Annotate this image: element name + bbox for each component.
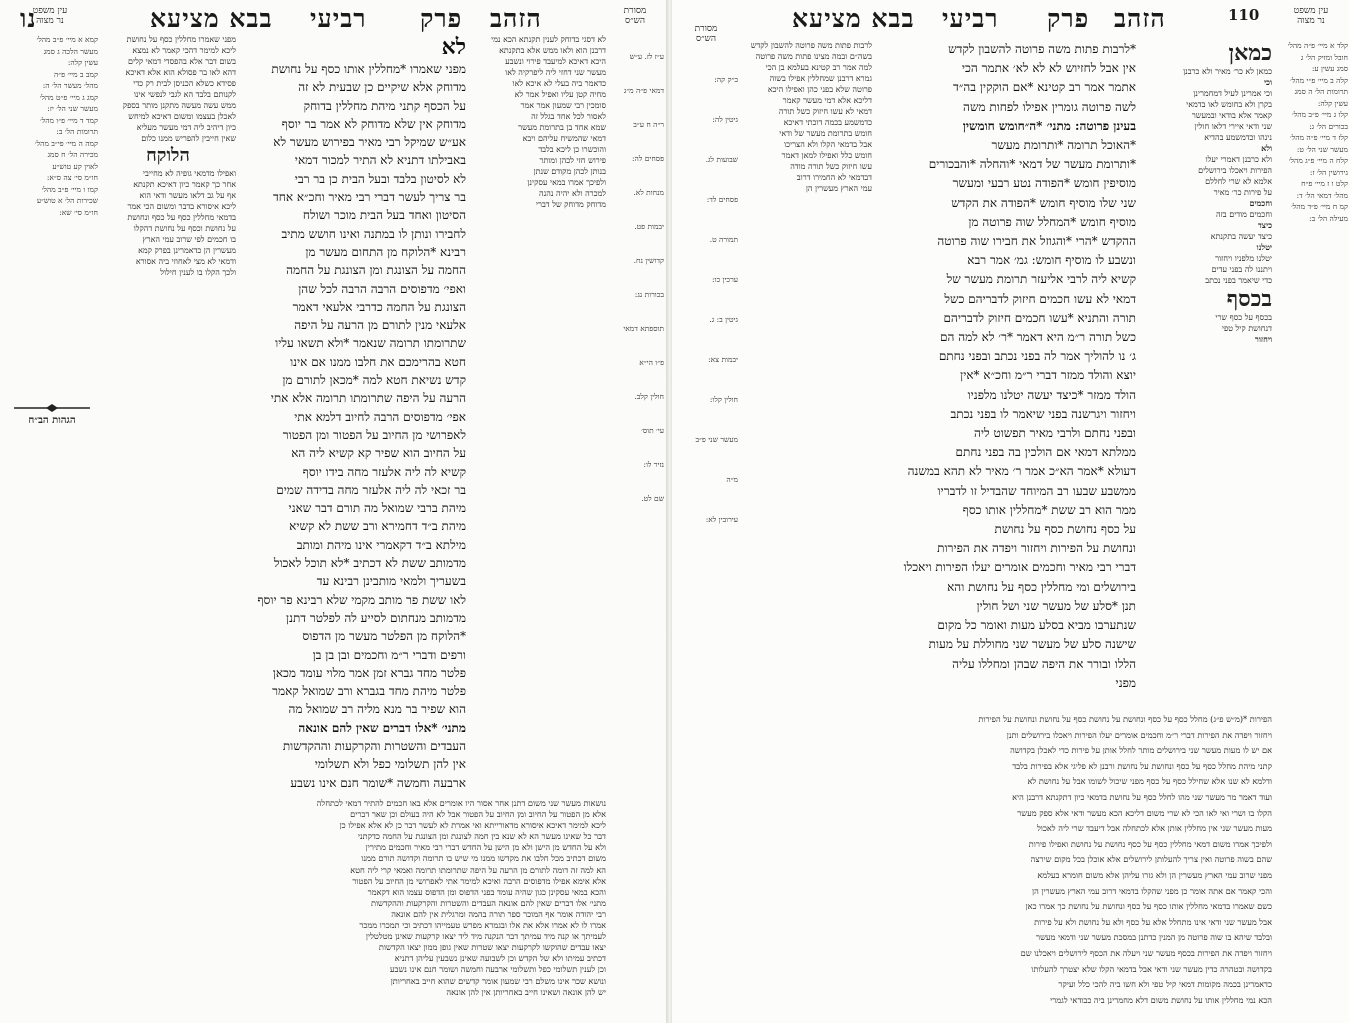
gemara-line: ורפים ודברי ר״מ וחכמים ובן בן בן: [312, 647, 466, 662]
margin-note: שכירות הל׳ א טוש״ע: [36, 196, 98, 205]
gemara-line: על כסף נחושת כסף על נחושת: [994, 522, 1136, 537]
chapter-number: רביעי: [942, 4, 999, 33]
margin-note: בכורים הל׳ ג:: [1309, 121, 1348, 131]
halakha-heading: הלוקח: [146, 145, 190, 166]
rashi-line: ויתננו לה בפני עדים: [1211, 265, 1272, 274]
bottom-line: אלא אימא אפילו מדפוסים הרבה ואיכא למימר אתי לאפרושי מן החיוב על הפטור: [352, 875, 606, 886]
margin-note: סמג עשין ע:: [1311, 64, 1348, 73]
gemara-column: [874, 40, 1136, 710]
gemara-line: מפני שאמרו *מחללין אותו כסף על נחושת: [271, 62, 466, 76]
masoret-column: [674, 60, 738, 660]
gemara-line: דמאי לא עשו חכמים חיזוק לדבריהם כשל: [944, 291, 1136, 306]
rashi-line: הפירות ויאכלו בירושלים: [1198, 166, 1272, 175]
gemara-line: לא לסיטון בלבד ובעל הבית כן בר רבי: [294, 171, 466, 186]
margin-note: עשין קלה:: [1317, 98, 1348, 108]
rashi-line: קאמר אלא בודאי ובמעשר: [1191, 111, 1272, 120]
bottom-line: ולפיכך אמרו משום דמאי מחללין כסף על כסף נחושת על נחושת ואפילו פירות: [1028, 838, 1272, 849]
margin-ref: פסחים לה:: [631, 154, 664, 163]
bottom-line: וכן לענין תשלומי כפל ותשלומי ארבעה וחמשה ושומר חנם אינו נשבע: [389, 964, 606, 975]
tosafot-line: ממש עשה מעשה מתקנן מותר בספק: [122, 101, 236, 110]
tosafot-line: דבדמאי לא החמירו דרוב: [796, 173, 872, 182]
gemara-line: לשה פרוטה גומרין אפילו לפחות משה: [963, 99, 1136, 114]
mishna-line: בעינן פרוטה: מתני׳ *ה״חומש חומשין: [962, 118, 1136, 133]
bottom-line: הא למה זה דומה לתורם מן הרעה על היפה שתרומתו תרומה ואמאי קרי ליה חטא: [350, 864, 606, 875]
margin-ref: נזיר לו:: [643, 460, 664, 469]
rashi-line: בכסף על כסף שרי: [1215, 313, 1272, 322]
tosafot-line: חומש כלל ואפילו למאן דאמר: [781, 151, 872, 160]
gemara-line: *ותרומת מעשר של דמאי *והחלה *והבכורים: [928, 157, 1136, 172]
gemara-line: [236, 792, 466, 794]
tosafot-line: מעשרין הן כדאמרינן בפרק קמא: [138, 246, 236, 255]
margin-note: קמג ג מיי׳ פ״ט מהל׳: [39, 92, 98, 102]
margin-note: תרומות הל׳ ה סמג: [1294, 87, 1348, 96]
margin-ref: גיטין ב: ג.: [709, 315, 738, 324]
margin-note: מעשר שני הל׳ יז:: [47, 104, 98, 113]
gemara-line: הצונגת על החמה כדרבי אלעאי דאמר: [292, 299, 466, 314]
tosafot-line: לרבות פתות משה פרוטה להשבון לקדש: [750, 41, 872, 50]
margin-note: מהל׳ דמאי הל׳ ד:: [1296, 190, 1348, 200]
margin-note: קמד ד מיי׳ פ״ו מהל׳: [39, 115, 98, 125]
margin-note: מעשר שני הל׳ ט:: [1296, 144, 1348, 154]
tosafot-line: גמרא דרבנן שמחללין אפילו בשוה: [769, 74, 872, 83]
gemara-line: לאו ששת פר מותב מקמי שלא רבינא פר יוסף: [257, 592, 466, 607]
margin-note: קלט ו ז מיי׳ פ״ח: [1301, 179, 1348, 188]
rashi-line: וחכמים מודים בזה: [1215, 210, 1272, 219]
margin-note: מעשר הלכה ג סמג: [43, 46, 98, 56]
rashi-dibur: וחכמים: [1249, 198, 1272, 208]
gemara-line: שני שלו מוסיף חומש *הפודה את הקדש: [951, 195, 1136, 210]
rashi-line: וכי אמרינן לעיל דמחמרינן: [1193, 89, 1272, 98]
margin-note: קלח ה מיי׳ פ״ג מהל׳: [1288, 156, 1348, 165]
chapter-number: רביעי: [310, 4, 367, 33]
opening-word: לא: [441, 34, 466, 60]
tosafot-line: דמאי לא עשו חיזוק כשל תורה: [778, 107, 872, 116]
gemara-line: בר זכאי לה ליה אלעזר מחה בדידה שמים: [276, 482, 466, 497]
tosafot-line: כיון דיהיב ליה דמי מעשר מעליא: [136, 123, 236, 132]
rashi-line: אלמא לא שרי לחללם: [1205, 177, 1272, 186]
ein-mishpat-column: [1276, 40, 1348, 560]
bottom-line: הפירות *(מ״ש פ״ג) מחלל כסף על כסף ונחושת על נחושת כסף על נחושת ונחושת על הפירות: [978, 714, 1272, 724]
bottom-line: כדאמרינן בכמה מקומות דמאי קיל טפי ולא חשו ביה להכי כלל ועיקר: [1058, 979, 1272, 990]
bottom-line: ויחזור ויפדה את הפירות דברי ר״מ וחכמים אומרים יעלו הפירות ויאכלו בירושלים ותנן: [1006, 729, 1272, 740]
rashi-line: פירוש חזי לכהן ומותר: [539, 156, 606, 165]
margin-ref: תמורה ט.: [709, 235, 738, 244]
margin-ref: ר״ה ח ע״ב: [633, 120, 664, 129]
rashi-dibur: יטלנו: [1256, 242, 1272, 252]
gemara-line: מוסיף חומש *המחלל שוה פרוטה מן: [968, 214, 1136, 229]
gemara-line: חטא בהרימכם את חלבו ממנו אם אינו: [290, 354, 466, 369]
ein-mishpat-column: [2, 34, 98, 404]
gemara-line: הסיטון ואחד בעל הבית מוכר ושולח: [302, 208, 466, 223]
gemara-line: קשיא לה ליה אלעזר מחה בידו יוסף: [302, 464, 466, 479]
rashi-line: בנותן לכהן מקודם שנתן: [533, 167, 606, 176]
gemara-line: העבדים והשטרות והקרקעות וההקדשות: [282, 738, 466, 753]
rashi-line: והוכשרו כן ליכא בלבד: [538, 145, 606, 154]
gemara-line: באבילתו דתניא לא התיר למכור דמאי: [294, 153, 466, 168]
rashi-line: היכא דאיכא למיעבד פירוי ונשבע: [505, 57, 606, 66]
tosafot-line: ואפילו מדמאי גופיה לא מחייבי: [142, 169, 236, 178]
gemara-line: *הלוקח מן הפלטר מעשר מן הדפוס: [302, 629, 466, 644]
gemara-line: ג׳ נו להוליך אמר לה בפני נכתב ובפני נחתם: [938, 349, 1136, 364]
margin-note: מכירה הל׳ ח סמג: [47, 150, 98, 159]
ein-mishpat-label: עין משפט נר מצוה: [32, 6, 68, 26]
chapter-name: הזהב: [1114, 4, 1166, 33]
tosafot-line: עשו חיזוק כשל תורה מודה: [790, 162, 872, 171]
gemara-line: מפני: [1115, 675, 1136, 690]
page-number-hebrew: נו: [20, 4, 37, 33]
bottom-line: דבר כל שאינו מעשר הא לא שנא בין חמה לצונגת ומן הצונגת על החמה כדקתני: [357, 831, 606, 842]
gemara-line: בשעריך ולמאי מותבינן רבינא עד: [316, 574, 466, 589]
bottom-line: ובלבד שיהא בו שוה פרוטה מן המנין כדתנן במסכת מעשר שני ודמאי מעשר: [1036, 932, 1272, 943]
gemara-line: ממר הוא רב ששת *מחללין אותו כסף: [962, 502, 1136, 517]
bottom-commentary: [712, 712, 1272, 1020]
tractate-name: בבא מציעא: [792, 4, 915, 33]
bottom-commentary: [100, 798, 606, 1020]
margin-note: חו״מ סי׳ שא:: [59, 207, 98, 217]
left-page-header: [0, 4, 666, 38]
margin-note: קלו ג מיי׳ פ״ב מהל׳: [1292, 110, 1348, 119]
bottom-line: רבי יהודה אומר אף המוכר ספר תורה בהמה ומרגלית אין להם אונאה: [391, 908, 606, 919]
tosafot-line: פסידא כשלא הכניסן לבית רק כדי: [133, 79, 236, 88]
gemara-line: לאפרושי מן החיוב על הפטור ומן הפטור: [282, 427, 466, 442]
tosafot-line: לקנותם בלבד הא לגבי לנפשי אינו: [133, 90, 236, 99]
gemara-line: אין להן תשלומי כפל ולא תשלומי: [314, 757, 466, 772]
tosafot-column: [100, 34, 236, 534]
gemara-line: אפי׳ מדפוסים הרבה לחיוב דלמא אתי: [294, 409, 466, 424]
right-page-header: [672, 4, 1349, 44]
gemara-line: אין אבל לחזיוש לא לא לא׳ אתמר הכי: [961, 61, 1136, 76]
margin-ref: פ״ו הי״א: [639, 358, 664, 367]
tosafot-line: על נחושת וכסף על נחושת דהקלו: [133, 224, 236, 233]
gemara-line: אלעאי מנין לתורם מן הרעה על היפה: [294, 318, 466, 333]
rashi-dibur: ולא: [1261, 143, 1272, 153]
gemara-line: מדמותב ששת לא דכתיב *לא תוכל לאכול: [273, 556, 466, 571]
gemara-line: ואפי׳ מדפוסים הרבה הרבה לכל שהן: [298, 281, 466, 296]
tosafot-line: כדמשמע בכמה דוכתי דאיכא: [783, 118, 872, 127]
margin-ref: יבמות פט.: [634, 222, 664, 231]
bottom-line: ולא על החדש מן הישן ולא מן הישן על החדש דברי רבי מאיר וחכמים מתירין: [365, 842, 606, 853]
tosafot-line: שאין חייבין להפריש ממנו כלום: [141, 134, 236, 143]
margin-ref: מ״ה: [726, 475, 738, 484]
rashi-line: כיצד יעשה בתקנתא: [1210, 232, 1272, 241]
tosafot-line: דליכא אלא דמי מעשר קאמר: [782, 96, 872, 105]
gemara-line: מיהת ברבי שמואל מה תורם דבר שאני: [288, 501, 466, 516]
margin-ref: ערכין כו:: [712, 275, 738, 284]
gemara-line: בר צריך לעשר דברי רבי מאיר וחכ״א אחד: [272, 190, 466, 205]
masoret-label: מסורת הש״ס: [694, 24, 718, 44]
bottom-line: אלא מן הפטור על החיוב ומן החיוב על הפטור אבל לא היה בעולם וכן שאר דברים: [350, 809, 606, 820]
masoret-label: מסורת הש״ס: [623, 6, 647, 26]
tosafot-column: [740, 40, 872, 708]
tosafot-line: ודמאי לא מצי לאחוזי ביה אסורא: [135, 257, 236, 266]
rashi-line: יטלנו מלפניו ויחזור: [1215, 254, 1272, 263]
rashi-line: דנחושת קיל טפי: [1221, 324, 1272, 333]
gemara-line: ויחזור ויגרשנה בפני שיאמר לו בפני נכתב: [950, 406, 1136, 421]
bottom-line: ויחזור ויפדה את הפירות בכסף מעשר שני ויעלה את הכסף לירושלים ויאכלנו שם: [1020, 947, 1272, 958]
margin-ref: חולין קלו:: [709, 395, 738, 404]
gemara-line: מדוחק אלא שיקיים כן שבעית לא זה: [298, 80, 466, 95]
rashi-dibur: ויחזור: [1254, 334, 1272, 344]
ornament-divider: [12, 404, 92, 412]
gemara-line: קשיא ליה לרבי אליעזר תרומת מעשר של: [946, 272, 1136, 287]
bottom-line: מתני׳ אלו דברים שאין להם אונאה העבדים והשטרות והקרקעות וההקדשות: [370, 897, 606, 908]
margin-ref: דמאי פ״ה מ״ג: [623, 86, 664, 95]
margin-ref: מנחות לא.: [633, 188, 664, 197]
tosafot-line: בשום דבר אלא בהפסדי דמאי קלים: [128, 57, 236, 66]
hagahot-heading: הגהות הב״ח: [28, 415, 76, 426]
bottom-line: נושאות מעשר שני משום דתנן אחר אסור היו אומרים אלא באו חכמים להתיר דמאי לכתחלה: [316, 798, 606, 808]
gemara-line: שנתערבו מביא בסלע מעות ואומר כל מקום: [937, 618, 1136, 633]
bottom-line: ועוד דאמר מר מעשר שני מהו לחלל כסף על נחושת בדמאי כיון דתקנתא דרבנן היא: [1012, 791, 1272, 802]
rashi-line: דרבנן הוא ולאו ממש אלא בתקנתא: [499, 46, 606, 55]
gemara-line: ונחושת על הפירות ויחזור ויפדה את הפירות: [937, 541, 1136, 556]
gemara-line: ממלתא דמאי אם הולכין בה בפני נחתם: [955, 445, 1136, 460]
bottom-line: והכי קאמר אם אתה אומר כן מפני שהקלו בדמאי דרוב עמי הארץ מעשרין הן: [1031, 885, 1272, 896]
gemara-line: כשל תורה ר״מ היא דאמר *ר׳ לא למה הם: [940, 330, 1136, 345]
margin-ref: חולין קלב.: [634, 392, 664, 401]
bottom-line: יש להן אונאה ושאינו חייב באחריותן אין להן אונאה: [446, 986, 606, 997]
tractate-name: בבא מציעא: [150, 4, 273, 33]
gemara-line: לחבירו ונותן לו במתנה ואינו חושש מתיב: [281, 226, 466, 241]
gemara-line: מילתא ב״ד דקאמרי אינו מיהת ומותב: [296, 537, 466, 552]
gemara-line: הללו ובורר את היפה שבהן ומחללו עליה: [952, 656, 1136, 671]
gemara-line: תנן *סלע של מעשר שני ושל חולין: [976, 598, 1136, 613]
margin-ref: ב״ק קה:: [714, 75, 738, 84]
masoret-column: [608, 40, 664, 540]
gemara-line: פלטר מיהת מחד בגברא ורב שמואל קאמר: [272, 684, 466, 699]
gemara-line: ובפני נחתם ולרבי מאיר תפשוט ליה: [973, 426, 1136, 441]
gemara-line: ההקדש *הרי *והגוזל את חבירו שוה פרוטה: [937, 234, 1136, 249]
page-number: 110: [1228, 6, 1260, 24]
rashi-line: דמאי שהמשיח עליהם ויבא: [522, 134, 606, 143]
gemara-line: הוא שפיר בר מנא מליה רב שמואל מה: [288, 702, 466, 717]
gemara-column: [236, 34, 466, 794]
right-page: [672, 0, 1349, 1023]
gemara-line: *האוכל תרומה *ותרומת מעשר: [991, 138, 1136, 153]
rashi-line: שני ודאי איירי דלאו חולין: [1194, 122, 1272, 131]
gemara-line: על החיוב הוא שפיר קא קשיא ליה הא: [291, 446, 466, 461]
margin-ref: עי׳ תוס׳: [641, 426, 664, 435]
bottom-line: לעמיתך או קנה מיד עמיתך דבר הנקנה מיד ליד יצאו קרקעות שאינן מטלטלין: [365, 931, 606, 942]
tosafot-line: דהא לאו בר פסולא הוא אלא דאיכא: [125, 68, 236, 77]
rashi-line: נינהו וכדמשמע בהדיא: [1204, 133, 1272, 142]
rashi-line: למכרה ולא יהיה נהנה: [539, 189, 606, 198]
gemara-line: קדש נשיאת חטא למה *מכאן לתורם מן: [282, 373, 466, 388]
gemara-line: דעולא *אמר הא״כ אמר ר׳ מאיר לא תהא במשנה: [907, 464, 1136, 479]
margin-ref: ע״ז לז. ע״ש: [629, 52, 664, 61]
opening-word: כמאן: [1228, 40, 1272, 66]
gemara-line: אתמר אמר רב קטינא *אם הוקקין בה״ד: [953, 80, 1136, 95]
rashi-line: כדאמר ביה בעלי לא איכא לאו: [512, 79, 606, 88]
tosafot-line: בדמאי מחללין כסף על כסף ונחושת: [127, 213, 236, 222]
margin-note: קלה ב מיי׳ פ״י מהל׳: [1290, 75, 1348, 85]
margin-ref: עירובין לא:: [705, 515, 738, 524]
left-page: [0, 0, 666, 1023]
gemara-line: אע״ש שמיקל רבי מאיר בפירוש מעשר לא: [273, 135, 466, 150]
bottom-line: יצאו עבדים שהוקשו לקרקעות יצאו שטרות שאין גופן ממון יצאו הקדשות: [378, 942, 606, 953]
rashi-line: לאסור לכל אחד בגלל זה: [531, 112, 606, 121]
bottom-line: מפני שרוב עמי הארץ מעשרין הן ולא גזרו עליהן אלא משום חומרא בעלמא: [1037, 869, 1272, 880]
rashi-column: [470, 34, 606, 794]
bottom-line: כשם שאמרו בדמאי מחללין אותו כסף על כסף ונחושת על נחושת כך אמרו כאן: [1025, 901, 1272, 912]
chapter-name: הזהב: [490, 4, 542, 33]
bottom-line: בקדושה ובטהרה כדין מעשר שני ודאי אבל בדמאי הקלו שלא יצטרך להעלותו: [1031, 963, 1272, 974]
tosafot-line: עמי הארץ מעשרין הן: [805, 184, 872, 193]
bottom-line: אמרו לו לא אמרו אלא את אלו ובגמרא מפרש טעמייהו דכתיב וכי תמכרו ממכר: [359, 920, 606, 931]
margin-note: קלז ד מיי׳ פ״ה מהל׳: [1290, 133, 1348, 142]
gemara-line: מיהת ב״ד דחמירא ורב ששת לא קשיא: [289, 519, 466, 534]
rashi-line: לא דסגי בדוחק לענין תקנתא הכא נמי: [491, 35, 606, 44]
rashi-line: על פירות כר׳ מאיר: [1213, 188, 1272, 197]
chapter-word: פרק: [420, 4, 463, 33]
gemara-line: ונשבע לו מוסיף חומש: גמ׳ אמר רבא: [967, 253, 1136, 268]
tosafot-line: לאכלן בעצמו ומשום דאיכא למיחש: [128, 112, 236, 121]
bottom-line: הכא נמי מחללין אותו על נחושת משום דלא מחמרינן ביה כבודאי לגמרי: [1050, 994, 1272, 1005]
gemara-line: מוסיפין חומש *הפודה נטע רבעי ומעשר: [952, 176, 1136, 191]
margin-note: מהל׳ מעשר הל׳ ה:: [42, 81, 98, 90]
tosafot-line: מפני שאמרו מחללין כסף על נחושת: [126, 35, 236, 44]
bottom-line: ונושא שכר אינו משלם רבי שמעון אומר קדשים שהוא חייב באחריותן: [390, 975, 606, 986]
bottom-line: ודלמא לא שנו אלא שחילל כסף על כסף מפני שיכול לשומו אבל על נחושת לא: [1027, 776, 1272, 787]
rashi-column: [1142, 40, 1272, 710]
bottom-line: והכא במאי עסקינן כגון שהיה עומד בפני הדפוס ומן הדפוס עצמו הוא דקאמר: [367, 886, 606, 897]
rashi-dibur: וכי: [1263, 77, 1272, 87]
margin-ref: מעשר שני פ״ב: [695, 435, 738, 444]
gemara-line: החמה על הצונגת ומן הצונגת על החמה: [286, 263, 466, 278]
rashi-line: סומכין רבי שמעון אמר אמר: [520, 101, 606, 110]
bottom-line: קתני מיהת מחלל כסף על כסף ונחושת על נחושת ורבנן לא פליגי אלא בפירות בלבד: [1012, 760, 1272, 771]
gemara-line: ממשבע שבעו רב המיוחד שהבדיל זו לדבריו: [937, 483, 1136, 498]
margin-note: מעילה הל׳ ב:: [1309, 213, 1348, 223]
gemara-line: פלטר מחד גברא זמן אמר מלוי עומד מכאן: [272, 665, 466, 680]
gemara-line: דברי רבי מאיר וחכמים אומרים יעלו הפירות ויאכלו: [903, 560, 1136, 575]
bottom-line: משום דכתיב מכל חלבו את מקדשו ממנו מי שיש בו תרומה וקדושה תורם ממנו: [361, 853, 606, 864]
gemara-line: רבינא *הלוקח מן התחום מעשר מן: [305, 244, 466, 259]
gemara-line: על הכסף קתני מיהת מחללין בדוחק: [303, 98, 466, 113]
margin-note: חובל ומזיק הל׳ ג: [1300, 52, 1348, 62]
gemara-line: ארבעה וחמשה *שומר חנם אינו נשבע: [290, 775, 466, 790]
margin-ref: גיטין לה:: [712, 115, 738, 124]
gemara-line: *לרבות פתות משה פרוטה להשבון לקדש: [948, 42, 1136, 56]
margin-ref: תוספתא דמאי: [623, 324, 664, 333]
gemara-line: מדוחק אין שלא מדוחק לא אמר בר יוסף: [281, 116, 466, 131]
mishna-line: מתני׳ *אלו דברים שאין להם אונאה: [298, 720, 466, 735]
tosafot-line: אחר כך קאמר כיון דאיכא תקנתא: [133, 180, 236, 189]
bottom-line: שהם בשוה פרוטה ואין צריך להעלותן לירושלים אלא אוכלן בכל מקום שירצה: [1030, 854, 1272, 865]
margin-ref: שבועות לג.: [705, 155, 738, 164]
tosafot-line: למה אמר רב קטינא בעלמא בן הכי: [765, 63, 872, 72]
margin-note: גירושין הל׳ ז:: [1309, 167, 1348, 177]
gemara-line: מדמותב מנחתום לסייע לה לפלטר דתנן: [286, 610, 466, 625]
tosafot-line: ולכך הקלו בו לענין חילול: [160, 268, 236, 277]
ein-mishpat-label: עין משפט נר מצוה: [1293, 6, 1329, 26]
margin-note: חו״מ סי׳ צה ס״א:: [46, 173, 98, 182]
tosafot-line: ליכא איסורא בדבר ומשום הכי אמר: [127, 202, 236, 211]
gemara-line: שישנה סלע של מעשר שני מחוללת על מעות: [928, 637, 1136, 652]
tosafot-line: בו חכמים לפי שרוב עמי הארץ: [142, 235, 236, 244]
margin-note: עשין קלה:: [67, 58, 98, 67]
gemara-line: שתרומתו תרומה שנאמר *ולא תשאו עליו: [275, 336, 466, 351]
rashi-line: מעשר שני דחזי ליה ליפרקיה לאו: [505, 68, 606, 77]
bottom-line: הקלו בו ושרי ואי לאו הכי לא שרי משום דליכא הכא מעשר ודאי אלא ספק מעשר: [1017, 807, 1272, 818]
rashi-line: כמאן לא כר׳ מאיר ולא כרבנן: [1183, 67, 1272, 76]
margin-note: תרומות הל׳ ב:: [56, 127, 98, 136]
margin-ref: יבמות צא:: [708, 355, 738, 364]
tosafot-line: אבל בדמאי הקלו ולא הצריכו: [784, 140, 872, 149]
margin-ref: פסחים לד:: [706, 195, 738, 204]
rashi-line: בקרן ולא בחומש לאו בדמאי: [1186, 100, 1272, 109]
margin-ref: שם לט.: [641, 494, 664, 503]
gemara-line: הולד ממזר *כיצד יעשה יטלנו מלפניו: [967, 387, 1136, 402]
bottom-line: דכתיב עמיתו ולא של הקדש וכן לשבועה שאינן נשבעין עליהן דתניא: [394, 953, 606, 964]
gemara-line: יוצא והולד ממזר דברי ר״מ וחכ״א *אין: [960, 368, 1136, 383]
gemara-line: תורה והתניא *עשו חכמים חיזוק לדבריהם: [943, 310, 1136, 325]
rashi-line: ולא כרבנן דאמרי יעלו: [1205, 155, 1272, 164]
bottom-line: מעות מעשר שני אין מחללין אותן אלא לכתחלה אבל דיעבד שרי ליה לאכול: [1036, 823, 1272, 834]
margin-note: קלד א מיי׳ פ״ה מהל׳: [1287, 41, 1348, 50]
chapter-word: פרק: [1047, 4, 1090, 33]
rashi-line: שמא אחד בן בתרומת מעשר: [518, 123, 606, 132]
tosafot-line: בשה״ם ובמה מצינו פתות משה פרוטה: [755, 52, 872, 61]
tosafot-line: פרוטה שלא בפני כהן ואפילו היכא: [767, 85, 872, 94]
gemara-line: בירושלים ומי מחללין כסף על נחושת והא: [947, 579, 1136, 594]
opening-word: בכסף: [1226, 286, 1272, 312]
margin-ref: בכורות נג:: [634, 290, 664, 299]
gemara-line: הרעה על היפה שתרומתו תרומה אלא אתי: [270, 391, 466, 406]
margin-note: לאוין קע טוש״ע: [52, 161, 98, 171]
margin-ref: קדושין נח.: [633, 256, 664, 265]
margin-note: קמב ב מיי׳ פ״ה: [53, 69, 98, 79]
bottom-line: ליכא למימר דאיכא איסורא מדאורייתא ואי אמרת לא לעשר דבר כן לא אלא אפילו כן: [339, 820, 606, 831]
rashi-line: כדי שיאמר בפני נכתב: [1205, 276, 1272, 285]
bottom-line: אם יש לו מעות מעשר שני בירושלים מותר לחלל אותן על פירות כדי לאכלן בקדושה: [1010, 745, 1272, 756]
margin-note: קמו ו מיי׳ פ״ב מהל׳: [41, 184, 98, 194]
bottom-line: אבל מעשר שני ודאי אינו מתחלל אלא על כסף ולא על נחושת ולא על פירות: [1034, 916, 1272, 927]
tosafot-line: אף על גב דלאו מעשר ודאי הוא: [139, 191, 236, 200]
tosafot-line: חומש בתרומת מעשר של ודאי: [779, 129, 872, 138]
rashi-line: ולפיכך אמרו במאי עסקינן: [527, 178, 606, 187]
tosafot-line: ליכא למימר דהכי קאמר לא נמצא: [132, 46, 236, 55]
margin-note: קמ ח מיי׳ פ״ד מהל׳: [1291, 202, 1348, 211]
rashi-line: מדוחק מדוחק של דברי: [535, 200, 606, 209]
rashi-line: מחיה קטן עליו ואפיל אמר לא: [514, 90, 606, 99]
rashi-dibur: כיצד: [1257, 220, 1272, 230]
margin-note: קמא א מיי׳ פ״ב מהל׳: [36, 35, 98, 44]
margin-note: קמה ה מיי׳ פי״ב מהל׳: [34, 138, 98, 148]
